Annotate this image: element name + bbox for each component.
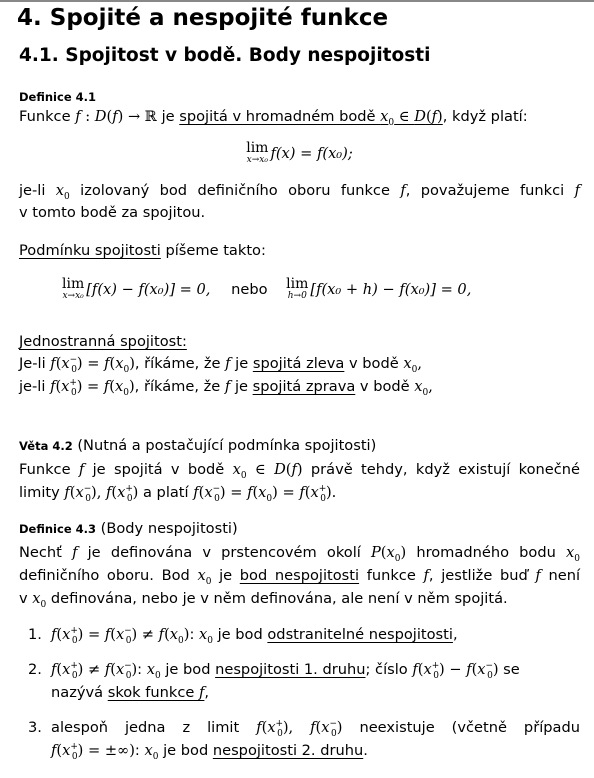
list-item-second-kind-cont: $f(x^+_0)$ = ±∞): $x_0$ je bod nespojitosti 2. druhu. xyxy=(51,742,368,762)
list-item-first-kind-cont: nazývá skok funkce f, xyxy=(51,684,210,701)
limit-operator: lim x→x₀ xyxy=(246,140,269,165)
section-title: 4.1. Spojitost v bodě. Body nespojitosti xyxy=(19,45,431,66)
theorem-4-2-line2: limity $f(x^-_0)$, $f(x^+_0)$ a platí $f(x^-_0) = f(x_0) = f(x^+_0)$. xyxy=(19,484,337,504)
list-item-removable: 1. $f(x^+_0) = f(x^-_0) \ne f(x_0)$: $x_0$ je bod odstranitelné nespojitosti, xyxy=(28,626,458,646)
continuous-at-point-term: spojitá v hromadném bodě $x_0$ ∈ D(f) xyxy=(179,108,443,128)
left-continuity-line: Je-li $f(x^-_0) = f(x_0)$, říkáme, že f je spojitá zleva v bodě $x_0$, xyxy=(19,355,422,375)
theorem-4-2-heading: Věta 4.2 (Nutná a postačující podmínka spojitosti) xyxy=(19,437,377,454)
list-item-first-kind: 2. $f(x^+_0) \ne f(x^-_0)$: $x_0$ je bod nespojitosti 1. druhu; číslo $f(x^+_0) - f(x^-_0)$ se xyxy=(28,661,520,681)
one-sided-continuity-title: Jednostranná spojitost: xyxy=(19,333,187,350)
theorem-4-2-line1: Funkce f je spojitá v bodě $x_0$ ∈ D(f) právě tehdy, když existují konečné xyxy=(19,461,580,481)
definition-4-3-line3: v $x_0$ definována, nebo je v něm definována, ale není v něm spojitá. xyxy=(19,590,508,610)
continuity-condition-formulas: lim x→x₀ [f(x) − f(x₀)] = 0, nebo lim h→0 [f(x₀ + h) − f(x₀)] = 0, xyxy=(62,276,472,301)
definition-4-3-heading: Definice 4.3 (Body nespojitosti) xyxy=(19,520,238,537)
continuity-condition-intro: Podmínku spojitosti píšeme takto: xyxy=(19,242,266,259)
definition-4-1-line2: je-li $x_0$ izolovaný bod definičního oboru funkce f, považujeme funkci f xyxy=(19,182,580,202)
right-continuity-line: je-li $f(x^+_0) = f(x_0)$, říkáme, že f je spojitá zprava v bodě $x_0$, xyxy=(19,378,433,398)
definition-4-1-formula: lim x→x₀ f(x) = f(x₀); xyxy=(246,140,353,165)
chapter-title: 4. Spojité a nespojité funkce xyxy=(17,5,389,31)
list-item-second-kind: 3. alespoň jedna z limit $f(x^+_0)$, $f(x^-_0)$ neexistuje (včetně případu xyxy=(28,719,580,739)
definition-4-1-line3: v tomto bodě za spojitou. xyxy=(19,204,206,221)
definition-4-1-label: Definice 4.1 xyxy=(19,90,96,104)
top-rule xyxy=(0,0,594,2)
limit-operator: lim h→0 xyxy=(286,276,309,301)
definition-4-1-line1: Funkce f : D(f) → ℝ je spojitá v hromadném bodě $x_0$ ∈ D(f), když platí: xyxy=(19,108,528,128)
limit-operator: lim x→x₀ xyxy=(62,276,85,301)
definition-4-3-line1: Nechť f je definována v prstencovém okolí $P(x_0)$ hromadného bodu $x_0$ xyxy=(19,544,581,564)
definition-4-3-line2: definičního oboru. Bod $x_0$ je bod nespojitosti funkce f, jestliže buď f není xyxy=(19,567,581,587)
